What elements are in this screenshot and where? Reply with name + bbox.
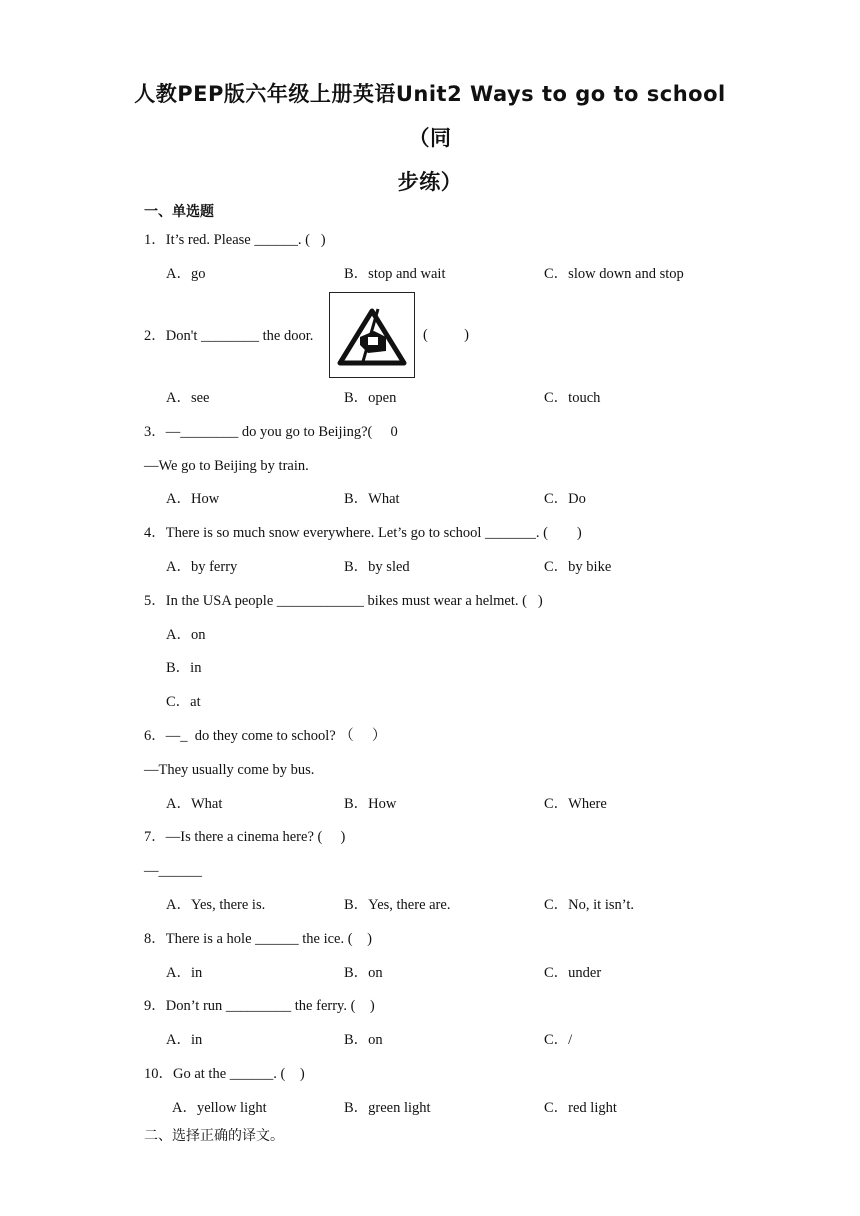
question-10-option-a: A．yellow light [172, 1100, 267, 1116]
question-1-option-c: C．slow down and stop [544, 266, 684, 282]
question-9-stem: 9．Don’t run _________ the ferry. ( ) [144, 998, 375, 1014]
question-1-option-a: A．go [166, 266, 206, 282]
question-6-response: —They usually come by bus. [144, 762, 315, 778]
question-2-stem: 2．Don't ________ the door. [144, 328, 314, 344]
question-8-option-c: C．under [544, 965, 602, 981]
question-9-option-c: C．/ [544, 1032, 573, 1048]
question-7-option-c: C．No, it isn’t. [544, 897, 634, 913]
question-3-option-b: B．What [344, 491, 400, 507]
question-8-option-b: B．on [344, 965, 383, 981]
question-7-option-a: A．Yes, there is. [166, 897, 266, 913]
question-10-option-c: C．red light [544, 1100, 617, 1116]
question-2-option-c: C．touch [544, 390, 601, 406]
question-1-stem: 1．It’s red. Please ______. ( ) [144, 232, 326, 248]
question-7-option-b: B．Yes, there are. [344, 897, 451, 913]
page-title-line-1: 人教PEP版六年级上册英语Unit2 Ways to go to school（同 [134, 82, 726, 150]
question-9-option-a: A．in [166, 1032, 203, 1048]
page-title-line-2: 步练） [397, 170, 463, 194]
question-2-option-b: B．open [344, 390, 397, 406]
question-6-stem: 6．—_ do they come to school? （ ） [144, 728, 387, 744]
question-2-answer-paren: ( ) [423, 327, 469, 343]
question-4-option-a: A．by ferry [166, 559, 238, 575]
section-heading-single-choice: 一、单选题 [144, 204, 214, 220]
question-6-option-b: B．How [344, 796, 397, 812]
question-7-response: —______ [144, 863, 202, 879]
question-9-option-b: B．on [344, 1032, 383, 1048]
question-3-option-c: C．Do [544, 491, 586, 507]
question-10-stem: 10．Go at the ______. ( ) [144, 1066, 305, 1082]
question-5-option-a: A．on [166, 627, 206, 643]
question-2-option-a: A．see [166, 390, 210, 406]
question-1-option-b: B．stop and wait [344, 266, 446, 282]
question-7-stem: 7．—Is there a cinema here? ( ) [144, 829, 346, 845]
question-4-option-b: B．by sled [344, 559, 410, 575]
question-4-option-c: C．by bike [544, 559, 612, 575]
question-3-option-a: A．How [166, 491, 220, 507]
page-title [120, 72, 740, 204]
question-6-option-a: A．What [166, 796, 223, 812]
question-8-option-a: A．in [166, 965, 203, 981]
question-3-stem: 3．—________ do you go to Beijing?( 0 [144, 424, 398, 440]
question-5-stem: 5．In the USA people ____________ bikes must wear a helmet. ( ) [144, 593, 543, 609]
question-5-option-c: C．at [166, 694, 201, 710]
question-6-option-c: C．Where [544, 796, 607, 812]
question-10-option-b: B．green light [344, 1100, 431, 1116]
section-heading-translation: 二、选择正确的译文。 [144, 1128, 284, 1144]
no-touch-door-sign-icon [329, 292, 415, 378]
question-5-option-b: B．in [166, 660, 202, 676]
question-8-stem: 8．There is a hole ______ the ice. ( ) [144, 931, 372, 947]
question-3-response: —We go to Beijing by train. [144, 458, 309, 474]
question-4-stem: 4．There is so much snow everywhere. Let’s go to school _______. ( ) [144, 525, 582, 541]
